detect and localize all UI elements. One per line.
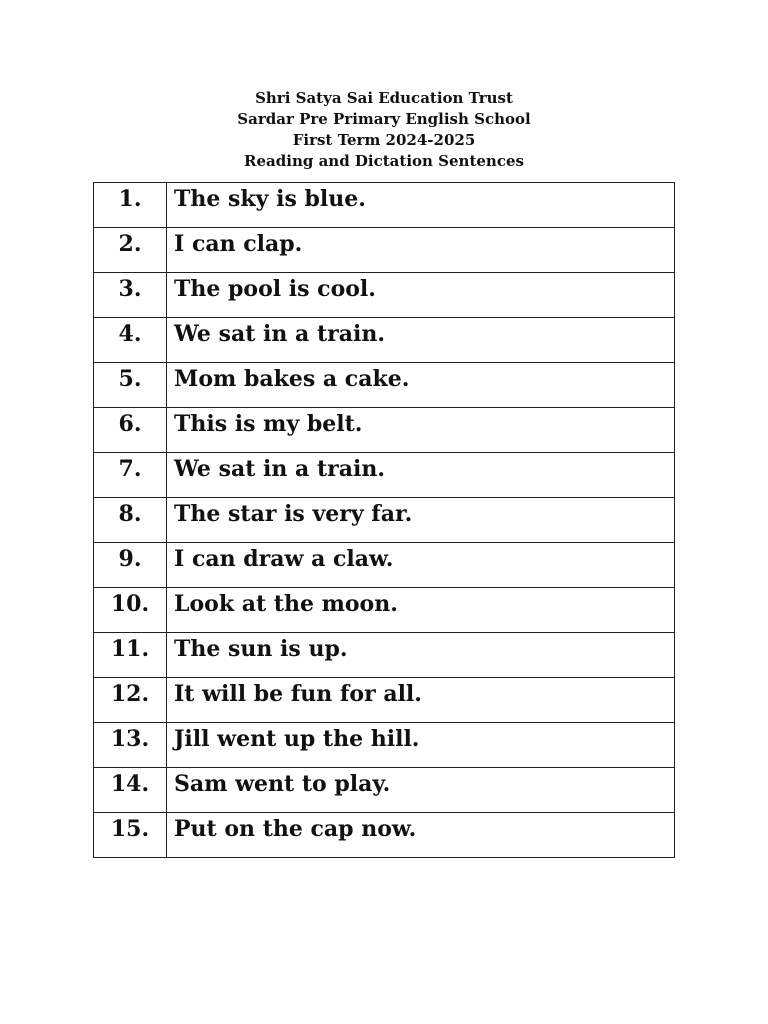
sentence-text: Mom bakes a cake. — [167, 363, 675, 408]
table-row — [94, 453, 675, 498]
row-number: 5. — [94, 363, 167, 408]
table-row — [94, 543, 675, 588]
table-row — [94, 768, 675, 813]
term: First Term 2024-2025 — [292, 131, 476, 149]
row-number: 1. — [94, 183, 167, 228]
school-name: Sardar Pre Primary English School — [237, 110, 531, 128]
table-row — [94, 318, 675, 363]
table-row — [94, 498, 675, 543]
table-row — [94, 588, 675, 633]
sentence-text: I can clap. — [167, 228, 675, 273]
row-number: 3. — [94, 273, 167, 318]
row-number: 7. — [94, 453, 167, 498]
row-number: 15. — [94, 813, 167, 858]
sentence-text: Put on the cap now. — [167, 813, 675, 858]
row-number: 9. — [94, 543, 167, 588]
sentence-text: The pool is cool. — [167, 273, 675, 318]
sentence-text: I can draw a claw. — [167, 543, 675, 588]
row-number: 14. — [94, 768, 167, 813]
sentence-text: It will be fun for all. — [167, 678, 675, 723]
row-number: 4. — [94, 318, 167, 363]
row-number: 12. — [94, 678, 167, 723]
sentence-text: Look at the moon. — [167, 588, 675, 633]
row-number: 2. — [94, 228, 167, 273]
table-row — [94, 363, 675, 408]
sentence-text: We sat in a train. — [167, 318, 675, 363]
row-number: 13. — [94, 723, 167, 768]
row-number: 8. — [94, 498, 167, 543]
sentence-text: This is my belt. — [167, 408, 675, 453]
document-title: Reading and Dictation Sentences — [244, 152, 524, 170]
sentence-text: We sat in a train. — [167, 453, 675, 498]
row-number: 10. — [94, 588, 167, 633]
row-number: 6. — [94, 408, 167, 453]
trust-name: Shri Satya Sai Education Trust — [255, 89, 513, 107]
table-row — [94, 408, 675, 453]
sentence-text: Jill went up the hill. — [167, 723, 675, 768]
row-number: 11. — [94, 633, 167, 678]
table-row — [94, 813, 675, 858]
sentence-text: Sam went to play. — [167, 768, 675, 813]
table-row — [94, 228, 675, 273]
table-row — [94, 273, 675, 318]
sentence-text: The sky is blue. — [167, 183, 675, 228]
table-row — [94, 633, 675, 678]
sentence-text: The sun is up. — [167, 633, 675, 678]
table-row — [94, 678, 675, 723]
sentence-text: The star is very far. — [167, 498, 675, 543]
table-row — [94, 183, 675, 228]
document-header — [0, 88, 768, 172]
sentences-table — [93, 182, 675, 858]
table-row — [94, 723, 675, 768]
